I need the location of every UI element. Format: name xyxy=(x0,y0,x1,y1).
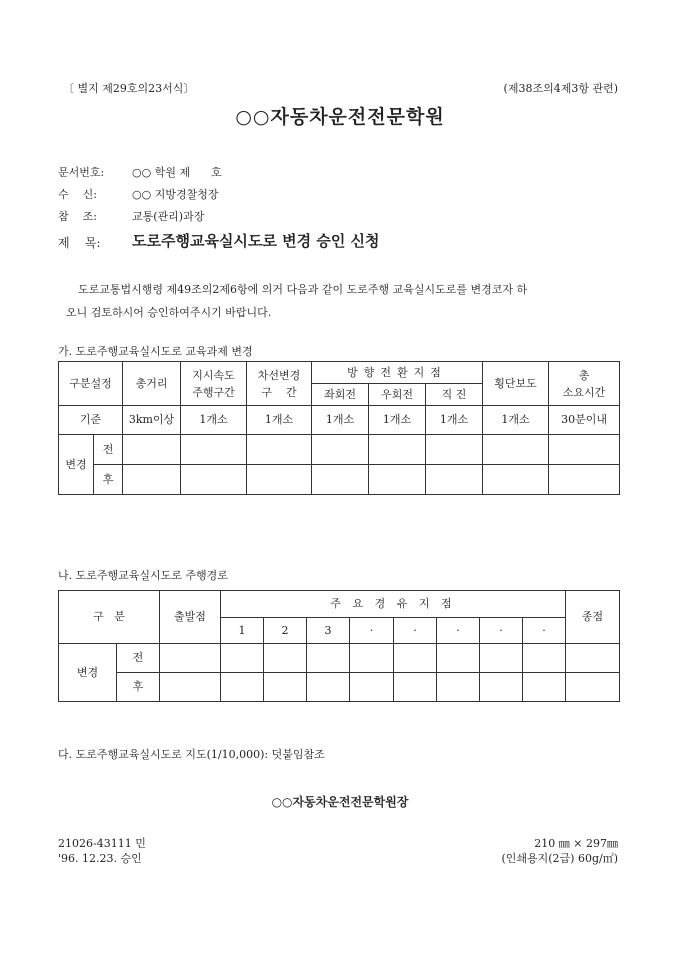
hdr-start: 출발점 xyxy=(160,591,221,644)
table-cell xyxy=(312,435,369,465)
form-label: 〔 별지 제29호의23서식〕 xyxy=(63,82,195,95)
approval-date: '96. 12.23. 승인 xyxy=(58,852,142,865)
table-cell xyxy=(307,644,350,673)
table-cell xyxy=(483,465,549,495)
hdr-left-turn: 좌회전 xyxy=(312,384,369,406)
hdr-speed: 지시속도 주행구간 xyxy=(181,362,247,406)
after-label: 후 xyxy=(94,465,123,495)
waypoint-number: 2 xyxy=(264,618,307,644)
hdr-total-time: 총 소요시간 xyxy=(549,362,620,406)
std-crosswalk: 1개소 xyxy=(483,406,549,435)
std-speed: 1개소 xyxy=(181,406,247,435)
subject-label: 제 목: xyxy=(58,236,101,250)
table-cell xyxy=(369,465,426,495)
table-cell xyxy=(123,435,181,465)
std-lane: 1개소 xyxy=(247,406,312,435)
table-cell xyxy=(160,644,221,673)
table-cell xyxy=(394,673,437,702)
docno-label: 문서번호: xyxy=(58,166,105,179)
hdr-right-turn: 우회전 xyxy=(369,384,426,406)
form-code: 21026-43111 민 xyxy=(58,837,146,850)
table-cell xyxy=(247,435,312,465)
paper-size: 210 ㎜ × 297㎜ xyxy=(534,837,618,850)
hdr-waypoints: 주 요 경 유 지 점 xyxy=(221,591,566,618)
waypoint-number: · xyxy=(350,618,394,644)
table-cell xyxy=(549,435,620,465)
table-cell xyxy=(312,465,369,495)
hdr-end: 종점 xyxy=(566,591,620,644)
table-cell xyxy=(160,673,221,702)
hdr-straight: 직 진 xyxy=(426,384,483,406)
table-cell xyxy=(523,673,566,702)
recipient-label: 수 신: xyxy=(58,188,97,201)
std-straight: 1개소 xyxy=(426,406,483,435)
reference-note: (제38조의4제3항 관련) xyxy=(503,82,618,95)
table-cell xyxy=(394,644,437,673)
hdr-crosswalk: 횡단보도 xyxy=(483,362,549,406)
before-label: 전 xyxy=(94,435,123,465)
hdr-distance: 총거리 xyxy=(123,362,181,406)
std-distance: 3km이상 xyxy=(123,406,181,435)
hdr-lane-change: 차선변경 구 간 xyxy=(247,362,312,406)
body-line-1: 도로교통법시행령 제49조의2제6항에 의거 다음과 같이 도로주행 교육실시도로를 변경코자 하 xyxy=(78,283,528,296)
table-cell xyxy=(437,644,480,673)
body-line-2: 오니 검토하시어 승인하여주시기 바랍니다. xyxy=(66,306,272,319)
document-title: ○○자동차운전전문학원 xyxy=(235,106,445,128)
section-a-heading: 가. 도로주행교육실시도로 교육과제 변경 xyxy=(58,345,253,358)
section-c-text: 다. 도로주행교육실시도로 지도(1/10,000): 덧붙임참조 xyxy=(58,748,325,761)
table-cell xyxy=(369,435,426,465)
table-cell xyxy=(426,465,483,495)
waypoint-number: · xyxy=(480,618,523,644)
table-cell xyxy=(221,644,264,673)
table-cell xyxy=(181,465,247,495)
table-cell xyxy=(221,673,264,702)
ref-value: 교통(관리)과장 xyxy=(132,210,205,223)
hdr-category: 구분설정 xyxy=(59,362,123,406)
change-label: 변경 xyxy=(59,644,117,702)
before-label: 전 xyxy=(117,644,160,673)
std-label: 기준 xyxy=(59,406,123,435)
table-cell xyxy=(350,644,394,673)
table-cell xyxy=(181,435,247,465)
table-cell xyxy=(566,673,620,702)
ref-label: 참 조: xyxy=(58,210,97,223)
table-cell xyxy=(549,465,620,495)
std-time: 30분이내 xyxy=(549,406,620,435)
table-cell xyxy=(483,435,549,465)
after-label: 후 xyxy=(117,673,160,702)
table-cell xyxy=(123,465,181,495)
hdr-category: 구 분 xyxy=(59,591,160,644)
table-cell xyxy=(307,673,350,702)
waypoint-number: 3 xyxy=(307,618,350,644)
waypoint-number: · xyxy=(394,618,437,644)
route-table xyxy=(58,590,620,702)
table-cell xyxy=(426,435,483,465)
subject-value: 도로주행교육실시도로 변경 승인 신청 xyxy=(132,232,380,250)
course-task-table xyxy=(58,361,620,495)
hdr-direction: 방향전환지점 xyxy=(312,362,483,384)
table-cell xyxy=(247,465,312,495)
std-left: 1개소 xyxy=(312,406,369,435)
signature-line: ○○자동차운전전문학원장 xyxy=(271,795,409,809)
table-cell xyxy=(264,644,307,673)
recipient-value: ○○ 지방경찰청장 xyxy=(132,188,219,201)
change-label: 변경 xyxy=(59,435,94,495)
std-right: 1개소 xyxy=(369,406,426,435)
docno-value: ○○ 학원 제 호 xyxy=(132,166,222,179)
table-cell xyxy=(480,644,523,673)
waypoint-number: · xyxy=(523,618,566,644)
table-cell xyxy=(350,673,394,702)
section-b-heading: 나. 도로주행교육실시도로 주행경로 xyxy=(58,569,228,582)
table-cell xyxy=(523,644,566,673)
table-cell xyxy=(480,673,523,702)
waypoint-number: · xyxy=(437,618,480,644)
table-cell xyxy=(264,673,307,702)
waypoint-number: 1 xyxy=(221,618,264,644)
table-cell xyxy=(566,644,620,673)
paper-type: (인쇄용지(2급) 60g/㎡) xyxy=(501,852,618,865)
table-cell xyxy=(437,673,480,702)
